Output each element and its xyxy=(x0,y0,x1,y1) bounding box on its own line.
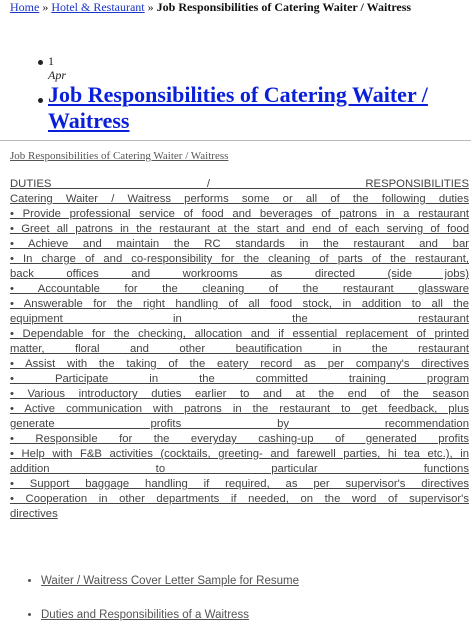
related-link-item[interactable] xyxy=(28,575,299,587)
breadcrumb-separator: » xyxy=(42,0,49,14)
content-line: Catering Waiter / Waitress performs some or all of the following duties xyxy=(10,193,469,205)
list-bullet xyxy=(38,98,43,103)
breadcrumb-current: Job Responsibilities of Catering Waiter / Waitress xyxy=(156,0,412,14)
content-line: directives xyxy=(10,508,58,520)
content-line: • Assist with the taking of the eatery record as per company's directives xyxy=(10,358,469,370)
breadcrumb-separator: » xyxy=(147,0,154,14)
content-line: • Achieve and maintain the RC standards in the restaurant and bar xyxy=(10,238,469,250)
related-link[interactable]: Duties and Responsibilities of a Waitress xyxy=(41,609,249,621)
breadcrumb xyxy=(10,0,411,14)
breadcrumb-category-link[interactable]: Hotel & Restaurant xyxy=(51,0,145,14)
related-link-item[interactable] xyxy=(28,609,249,621)
content-line: matter, floral and other beautification in the restaurant xyxy=(10,343,469,355)
bullet-icon xyxy=(28,579,31,582)
post-title xyxy=(48,82,468,134)
post-title-link[interactable]: Job Responsibilities of Catering Waiter / Waitress xyxy=(48,82,428,133)
post-content xyxy=(10,177,469,522)
post-date-day: 1 xyxy=(48,54,54,68)
post-subtitle: Job Responsibilities of Catering Waiter / Waitress xyxy=(10,150,229,162)
content-line: • Dependable for the checking, allocation and if essential replacement of printed xyxy=(10,328,469,340)
breadcrumb-home-link[interactable]: Home xyxy=(10,0,40,14)
related-link[interactable]: Waiter / Waitress Cover Letter Sample for Resume xyxy=(41,575,299,587)
list-bullet xyxy=(38,60,43,65)
post-date-month: Apr xyxy=(48,68,66,82)
content-line: addition to particular functions xyxy=(10,463,469,475)
content-line: • Various introductory duties earlier to and at the end of the season xyxy=(10,388,469,400)
content-line: • Support baggage handling if required, as per supervisor's directives xyxy=(10,478,469,490)
content-line: • Greet all patrons in the restaurant at the start and end of each serving of food xyxy=(10,223,469,235)
content-line: equipment in the restaurant xyxy=(10,313,469,325)
content-line: • Responsible for the everyday cashing-up of generated profits xyxy=(10,433,469,445)
bullet-icon xyxy=(28,613,31,616)
content-line: • Active communication with patrons in the restaurant to get feedback, plus xyxy=(10,403,469,415)
content-line: • Answerable for the right handling of all food stock, in addition to all the xyxy=(10,298,469,310)
content-line: • Cooperation in other departments if needed, on the word of supervisor's xyxy=(10,493,469,505)
content-line: • In charge of and co-responsibility for the cleaning of parts of the restaurant, xyxy=(10,253,469,265)
content-line: back offices and workrooms as directed (side jobs) xyxy=(10,268,469,280)
content-line: • Help with F&B activities (cocktails, greeting- and farewell parties, hi tea etc.), in xyxy=(10,448,469,460)
content-line: DUTIES / RESPONSIBILITIES xyxy=(10,178,469,190)
divider xyxy=(0,140,471,141)
content-line: • Participate in the committed training program xyxy=(10,373,469,385)
content-line: • Accountable for the cleaning of the restaurant glassware xyxy=(10,283,469,295)
content-line: generate profits by recommendation xyxy=(10,418,469,430)
content-line: • Provide professional service of food and beverages of patrons in a restaurant xyxy=(10,208,469,220)
